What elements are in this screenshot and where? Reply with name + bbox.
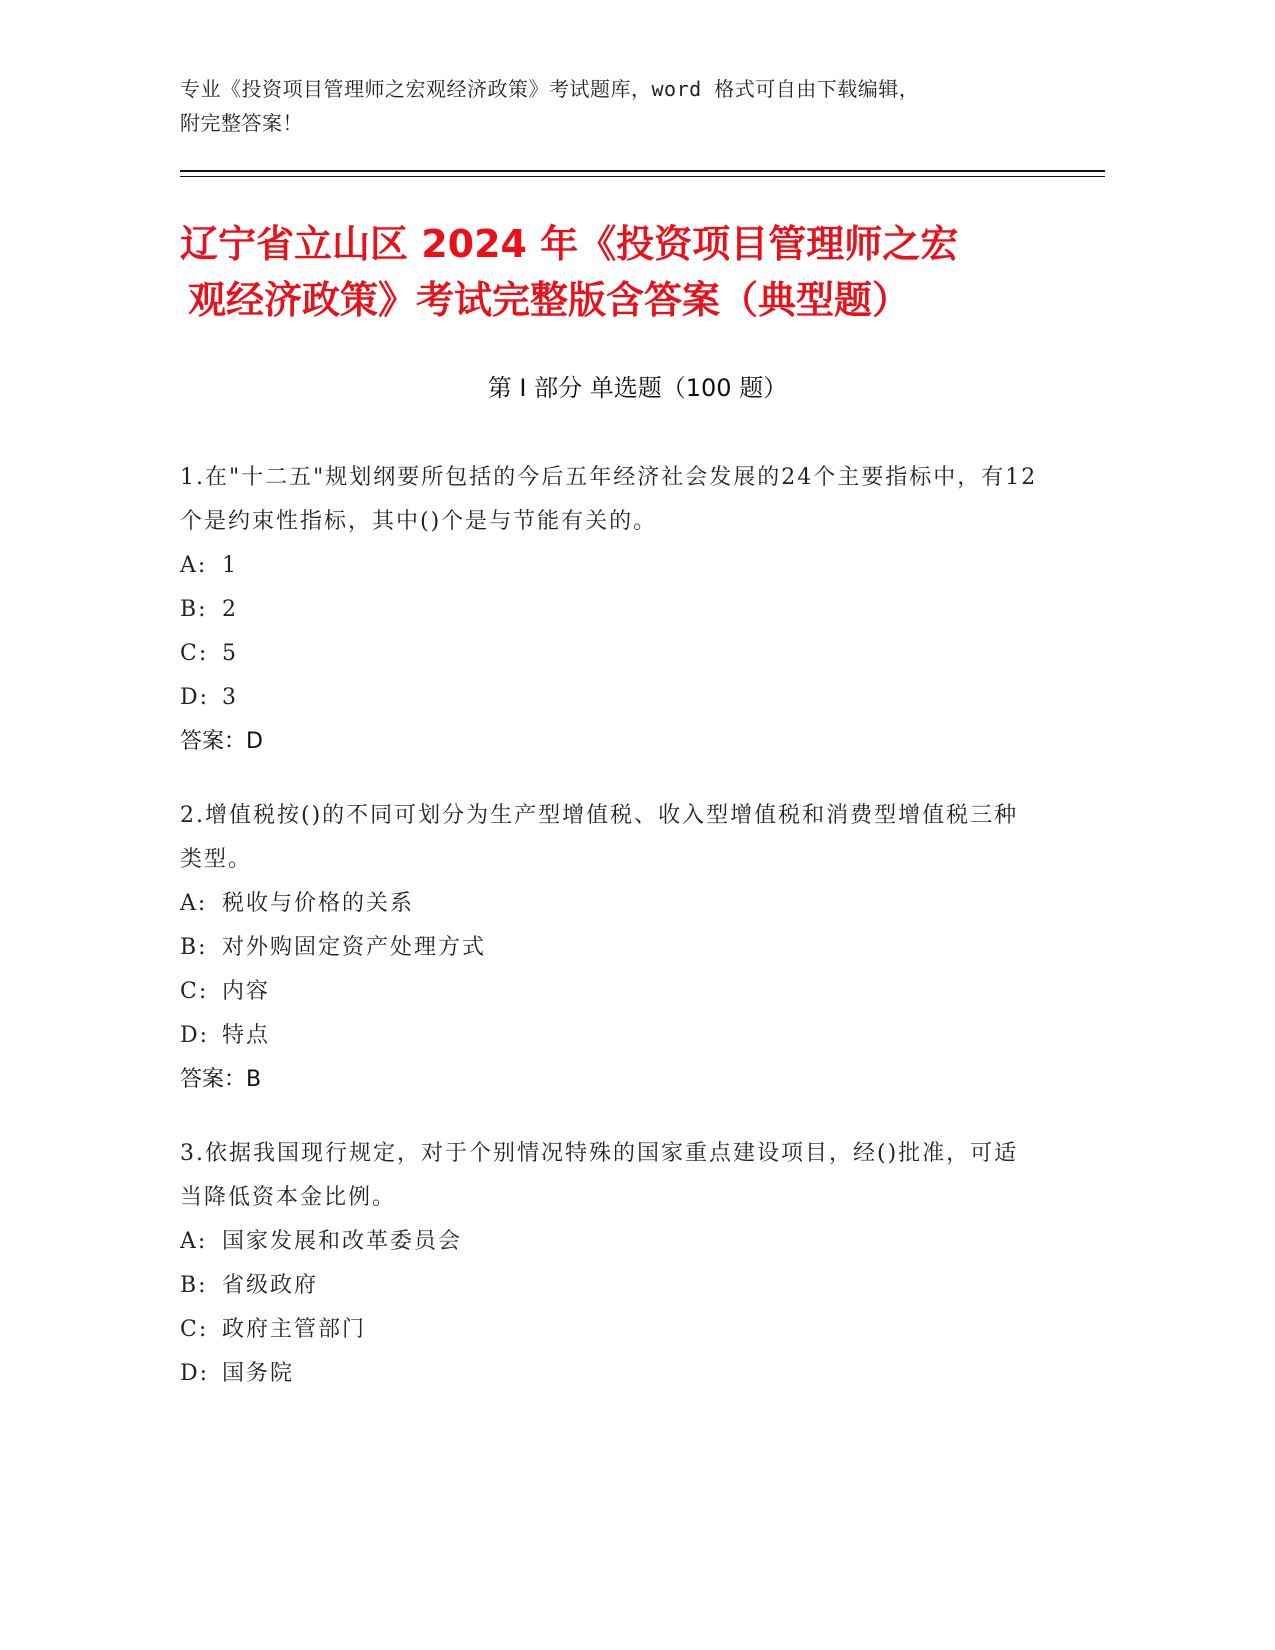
option-letter: B:	[180, 1273, 208, 1298]
option-text: 3	[222, 685, 238, 710]
document-title-line-1: 辽宁省立山区 2024 年《投资项目管理师之宏	[180, 222, 959, 266]
question-option-b	[180, 926, 1040, 970]
question-list	[180, 456, 1040, 1426]
option-letter: A:	[180, 891, 208, 916]
option-text: 特点	[222, 1023, 271, 1048]
header-rule-thin	[180, 176, 1105, 177]
option-letter: C:	[180, 641, 209, 666]
option-text: 省级政府	[222, 1273, 319, 1298]
question-option-c	[180, 970, 1040, 1014]
question-answer: 答案：B	[180, 1067, 262, 1092]
option-text: 5	[222, 641, 238, 666]
document-title	[180, 216, 1080, 328]
question-stem: 2.增值税按()的不同可划分为生产型增值税、收入型增值税和消费型增值税三种类型。	[180, 803, 1019, 872]
option-letter: C:	[180, 979, 209, 1004]
question-option-a	[180, 544, 1040, 588]
option-text: 国家发展和改革委员会	[222, 1229, 463, 1254]
question-option-b	[180, 588, 1040, 632]
option-text: 2	[222, 597, 238, 622]
option-letter: A:	[180, 1229, 208, 1254]
question-option-a	[180, 1220, 1040, 1264]
question-option-c	[180, 1308, 1040, 1352]
option-text: 政府主管部门	[222, 1317, 367, 1342]
option-text: 国务院	[222, 1361, 295, 1386]
question-2	[180, 794, 1040, 1102]
question-option-d	[180, 1352, 1040, 1396]
question-option-d	[180, 1014, 1040, 1058]
option-letter: D:	[180, 1361, 210, 1386]
question-option-b	[180, 1264, 1040, 1308]
question-stem: 1.在"十二五"规划纲要所包括的今后五年经济社会发展的24个主要指标中，有12个是约束性指标，其中()个是与节能有关的。	[180, 465, 1038, 534]
option-letter: C:	[180, 1317, 209, 1342]
question-3	[180, 1132, 1040, 1396]
question-option-c	[180, 632, 1040, 676]
question-1	[180, 456, 1040, 764]
question-option-a	[180, 882, 1040, 926]
section-title: 第 I 部分 单选题（100 题）	[487, 374, 788, 402]
header-rule-thick	[180, 170, 1105, 172]
option-text: 税收与价格的关系	[222, 891, 415, 916]
header-note	[180, 72, 1100, 140]
document-title-line-2: 观经济政策》考试完整版含答案（典型题）	[188, 278, 911, 322]
option-text: 1	[222, 553, 238, 578]
question-answer: 答案：D	[180, 729, 263, 754]
option-letter: B:	[180, 935, 208, 960]
option-text: 内容	[222, 979, 271, 1004]
option-letter: D:	[180, 685, 210, 710]
option-letter: B:	[180, 597, 208, 622]
question-stem: 3.依据我国现行规定，对于个别情况特殊的国家重点建设项目，经()批准，可适当降低资本金比例。	[180, 1141, 1019, 1210]
header-note-line-2: 附完整答案！	[180, 111, 303, 135]
option-letter: A:	[180, 553, 208, 578]
option-text: 对外购固定资产处理方式	[222, 935, 487, 960]
header-note-line-1: 专业《投资项目管理师之宏观经济政策》考试题库，word 格式可自由下载编辑，	[180, 77, 920, 101]
question-option-d	[180, 676, 1040, 720]
option-letter: D:	[180, 1023, 210, 1048]
